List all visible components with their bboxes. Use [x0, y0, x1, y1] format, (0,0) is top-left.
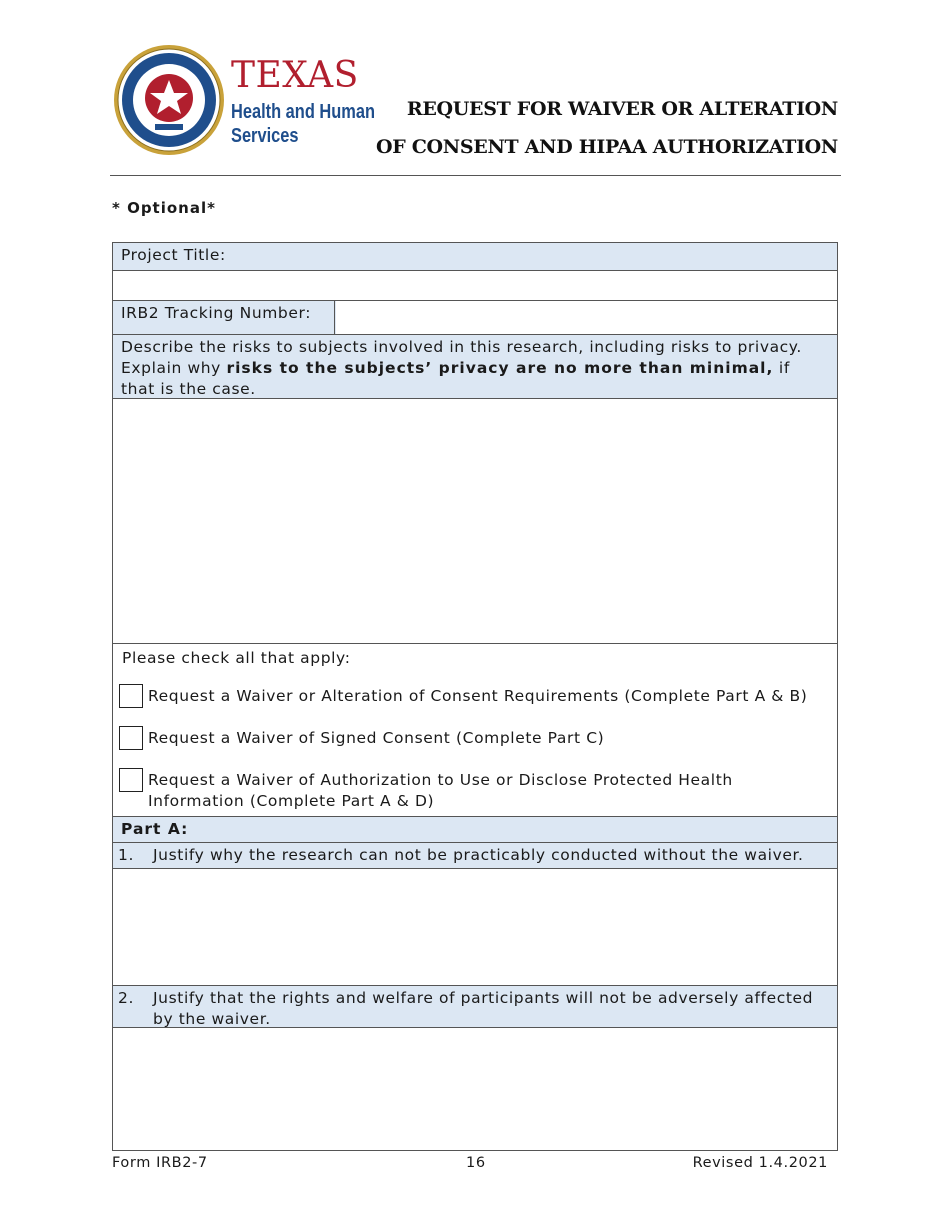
project-title-label-row — [113, 243, 837, 271]
waiver-signed-consent-option[interactable] — [119, 726, 604, 750]
risk-prompt-row — [113, 335, 837, 399]
irb-tracking-label-cell — [113, 301, 335, 334]
question-2-text: Justify that the rights and welfare of participants will not be adversely affected by the waiver. — [153, 989, 814, 1028]
texas-seal-icon — [113, 44, 225, 156]
footer-revised-date: Revised 1.4.2021 — [692, 1155, 828, 1171]
footer-page-number: 16 — [466, 1155, 486, 1171]
logo-texas-text: TEXAS — [231, 55, 359, 96]
question-1-number: 1. — [118, 846, 134, 864]
irb-tracking-row — [113, 301, 837, 335]
footer-form-id: Form IRB2-7 — [112, 1155, 208, 1171]
waiver-form-table — [112, 242, 838, 1151]
document-title-line-2: OF CONSENT AND HIPAA AUTHORIZATION — [375, 136, 838, 158]
question-1-response-field[interactable] — [113, 869, 837, 986]
question-2-number: 2. — [118, 989, 134, 1007]
logo-agency-text: Health and Human Services — [231, 101, 375, 147]
part-a-heading: Part A: — [121, 820, 189, 838]
waiver-signed-consent-label: Request a Waiver of Signed Consent (Complete Part C) — [148, 729, 605, 747]
project-title-field[interactable] — [113, 271, 837, 301]
part-a-heading-row — [113, 817, 837, 843]
question-1-text: Justify why the research can not be practicably conducted without the waiver. — [153, 846, 804, 864]
question-2-row — [113, 986, 837, 1028]
header-divider — [110, 175, 841, 176]
check-all-heading: Please check all that apply: — [122, 649, 351, 667]
question-1-row — [113, 843, 837, 869]
risk-prompt: Describe the risks to subjects involved in this research, including risks to privacy. Explain why risks to the subjects’ privacy are no more than minimal, if that is the case. — [121, 338, 802, 398]
waiver-consent-option[interactable] — [119, 684, 807, 708]
irb-tracking-field[interactable] — [336, 301, 837, 334]
irb-tracking-label: IRB2 Tracking Number: — [121, 304, 312, 322]
hhs-logo — [113, 44, 398, 159]
document-title-line-1: REQUEST FOR WAIVER OR ALTERATION — [406, 98, 838, 120]
waiver-consent-checkbox[interactable] — [119, 684, 143, 708]
question-2-response-field[interactable] — [113, 1028, 837, 1150]
waiver-authorization-label: Request a Waiver of Authorization to Use or Disclose Protected Health Information (Complete Part A & D) — [148, 771, 733, 810]
risk-response-field[interactable] — [113, 399, 837, 644]
waiver-authorization-option[interactable] — [119, 768, 759, 812]
project-title-label: Project Title: — [121, 246, 226, 264]
waiver-consent-label: Request a Waiver or Alteration of Consent Requirements (Complete Part A & B) — [148, 687, 808, 705]
waiver-signed-consent-checkbox[interactable] — [119, 726, 143, 750]
waiver-authorization-checkbox[interactable] — [119, 768, 143, 792]
waiver-type-section — [113, 644, 837, 817]
optional-label: * Optional* — [112, 199, 216, 217]
